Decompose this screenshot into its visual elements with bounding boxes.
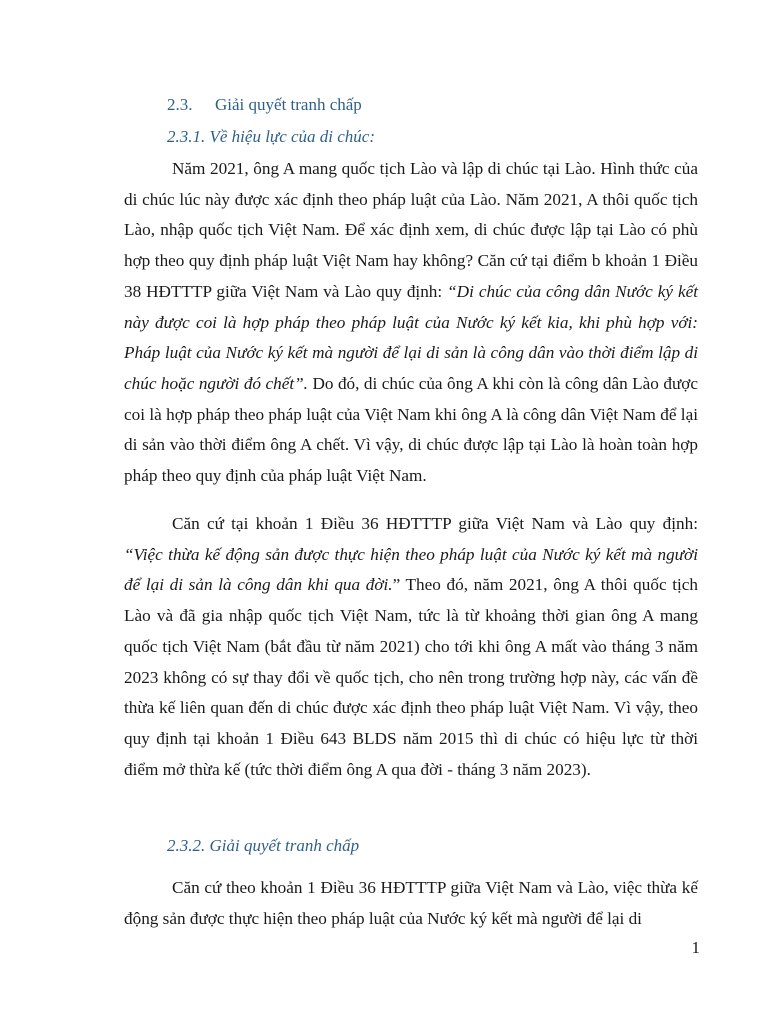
paragraph-dispute-resolution: [124, 873, 698, 934]
paragraph-inheritance-law: [124, 509, 698, 785]
section-heading-2-3: [167, 95, 362, 115]
subsection-heading-2-3-2: 2.3.2. Giải quyết tranh chấp: [167, 836, 360, 855]
paragraph-will-validity: [124, 154, 698, 492]
quoted-provision: “Di chúc của công dân Nước ký kết này được coi là hợp pháp theo pháp luật của Nước ký kết kia, khi phù hợp với: Pháp luật của Nước ký kết mà người để lại di sản là công dân vào thời điểm lập di chúc hoặc người đó chết”.: [124, 281, 698, 393]
page-number: 1: [691, 938, 700, 957]
paragraph-text: Do đó, di chúc của ông A khi còn là công dân Lào được coi là hợp pháp theo pháp luật của Việt Nam khi ông A là công dân Việt Nam để lại di sản vào thời điểm ông A chết. Vì vậy, di chúc được lập tại Lào là hoàn toàn hợp pháp theo quy định của pháp luật Việt Nam.: [124, 373, 698, 486]
paragraph-text: ” Theo đó, năm 2021, ông A thôi quốc tịch Lào và đã gia nhập quốc tịch Việt Nam, tức là từ khoảng thời gian ông A mang quốc tịch Việt Nam (bắt đầu từ năm 2021) cho tới khi ông A mất vào tháng 3 năm 2023 không có sự thay đổi về quốc tịch, cho nên trong trường hợp này, các vấn đề thừa kế liên quan đến di chúc được xác định theo pháp luật Việt Nam. Vì vậy, theo quy định tại khoản 1 Điều 643 BLDS năm 2015 thì di chúc có hiệu lực từ thời điểm mở thừa kế (tức thời điểm ông A qua đời - tháng 3 năm 2023).: [124, 575, 698, 779]
paragraph-text: Căn cứ theo khoản 1 Điều 36 HĐTTTP giữa Việt Nam và Lào, việc thừa kế động sản được thực hiện theo pháp luật của Nước ký kết mà người để lại di: [124, 878, 698, 928]
section-number: 2.3.: [167, 95, 193, 114]
paragraph-text: Căn cứ tại khoản 1 Điều 36 HĐTTTP giữa Việt Nam và Lào quy định:: [172, 514, 698, 533]
quoted-provision: “Việc thừa kế động sản được thực hiện theo pháp luật của Nước ký kết mà người để lại di sản là công dân khi qua đời.: [124, 544, 698, 595]
subsection-heading-2-3-1: 2.3.1. Về hiệu lực của di chúc:: [167, 127, 376, 146]
section-title: Giải quyết tranh chấp: [215, 95, 362, 114]
paragraph-text: Năm 2021, ông A mang quốc tịch Lào và lập di chúc tại Lào. Hình thức của di chúc lúc này được xác định theo pháp luật của Lào. Năm 2021, A thôi quốc tịch Lào, nhập quốc tịch Việt Nam. Để xác định xem, di chúc được lập tại Lào có phù hợp theo quy định pháp luật Việt Nam hay không? Căn cứ tại điểm b khoản 1 Điều 38 HĐTTTP giữa Việt Nam và Lào quy định:: [124, 159, 698, 301]
